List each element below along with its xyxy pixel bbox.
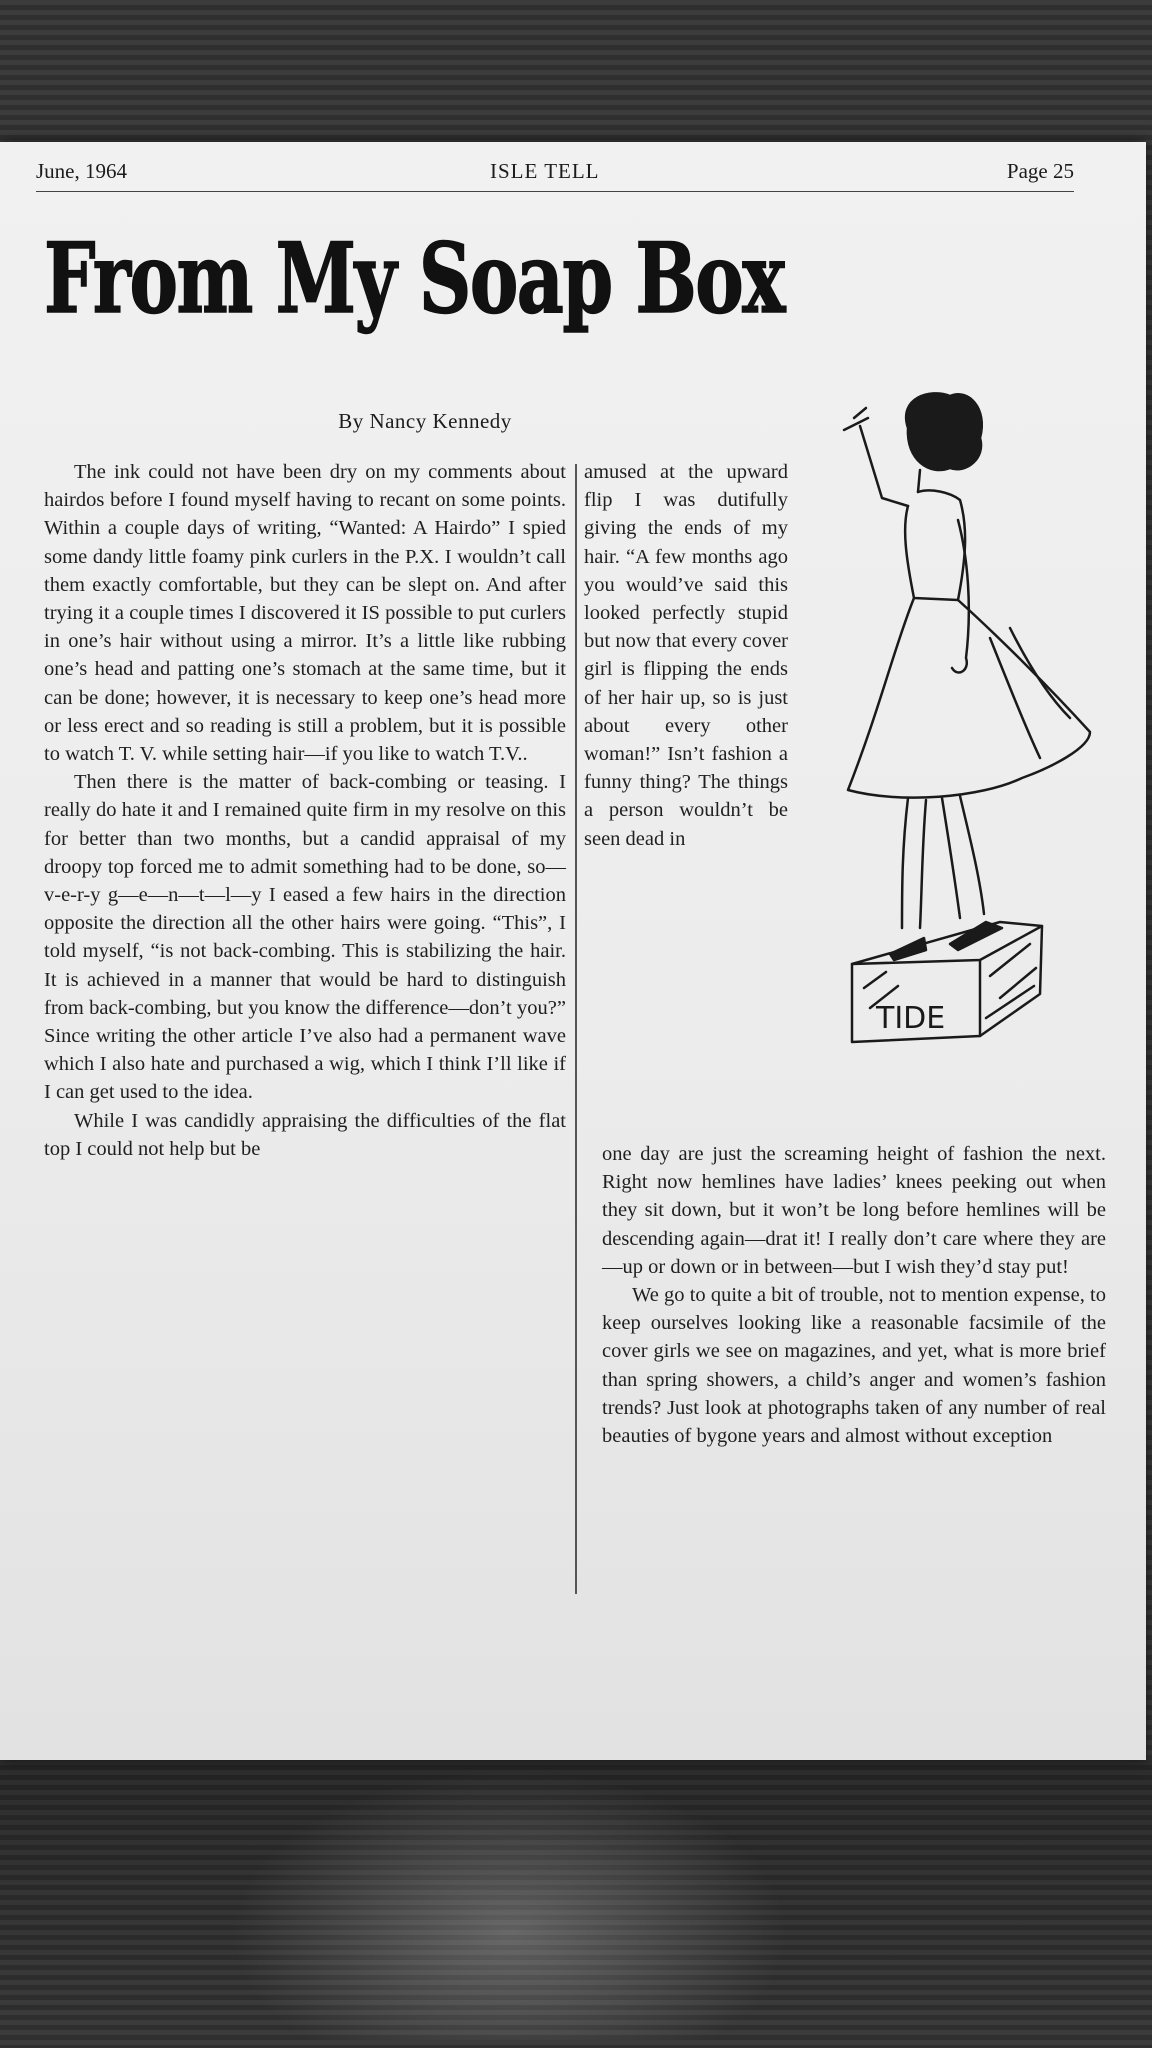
paragraph: While I was candidly appraising the difficulties of the flat top I could not help but be bbox=[44, 1109, 566, 1160]
right-column bbox=[602, 1140, 1106, 1450]
box-label: TIDE bbox=[876, 1001, 946, 1036]
paragraph: The ink could not have been dry on my comments about hairdos before I found myself having to recant on some points. Within a couple days of writing, “Wanted: A Hairdo” I spied some dandy little foamy pink curlers in the P.X. I wouldn’t call them exactly comfortable, but they can be slept on. And after trying it a couple times I discovered it IS possible to put curlers in one’s hair without using a mirror. It’s a little like rubbing one’s head and patting one’s stomach at the same time, but it can be done; however, it is necessary to keep one’s head more or less erect and so reading is still a problem, but it is possible to watch T. V. while setting hair—if you like to watch T.V.. bbox=[44, 461, 566, 766]
column-divider bbox=[575, 464, 577, 1594]
left-column bbox=[44, 458, 566, 1163]
byline: By Nancy Kennedy bbox=[338, 409, 512, 433]
paragraph: one day are just the screaming height of fashion the next. Right now hemlines have ladies’ knees peeking out when they sit down, but it won’t be long before hemlines will be descending again—drat it! I really don’t care where they are—up or down or in between—but I wish they’d stay put! bbox=[602, 1143, 1106, 1278]
paragraph: We go to quite a bit of trouble, not to mention expense, to keep ourselves looking like a reasonable facsimile of the cover girls we see on magazines, and yet, what is more brief than spring showers, a child’s anger and women’s fashion trends? Just look at photographs taken of any number of real beauties of bygone years and almost without exception bbox=[602, 1284, 1106, 1448]
article-title bbox=[36, 224, 796, 334]
photo-glare bbox=[230, 1770, 790, 2040]
paragraph: Then there is the matter of back-combing or teasing. I really do hate it and I remained quite firm in my resolve on this for better than two months, but a candid appraisal of my droopy top forced me to admit something had to be done, so—v-e-r-y g—e—n—t—l—y I eased a few hairs in the direction opposite the direction all the other hairs were going. “This”, I told myself, “is not back-combing. This is stabilizing the hair. It is achieved in a manner that would be hard to distinguish from back-combing, but you know the difference—don’t you?” Since writing the other article I’ve also had a permanent wave which I also hate and purchased a wig, which I think I’ll like if I can get used to the idea. bbox=[44, 771, 566, 1104]
running-head bbox=[36, 155, 1074, 192]
publication-name: ISLE TELL bbox=[490, 159, 600, 183]
article-title-text: From My Soap Box bbox=[44, 222, 787, 335]
girl-on-soap-box-drawing bbox=[790, 388, 1090, 1078]
page-number: Page 25 bbox=[1006, 159, 1074, 183]
narrow-column bbox=[584, 458, 788, 853]
issue-date: June, 1964 bbox=[36, 159, 127, 183]
paragraph: amused at the upward flip I was dutifully giving the ends of my hair. “A few months ago you would’ve said this looked perfectly stupid but now that every cover girl is flipping the ends of her hair up, so is just about every other woman!” Isn’t fashion a funny thing? The things a person wouldn’t be seen dead in bbox=[584, 461, 788, 850]
